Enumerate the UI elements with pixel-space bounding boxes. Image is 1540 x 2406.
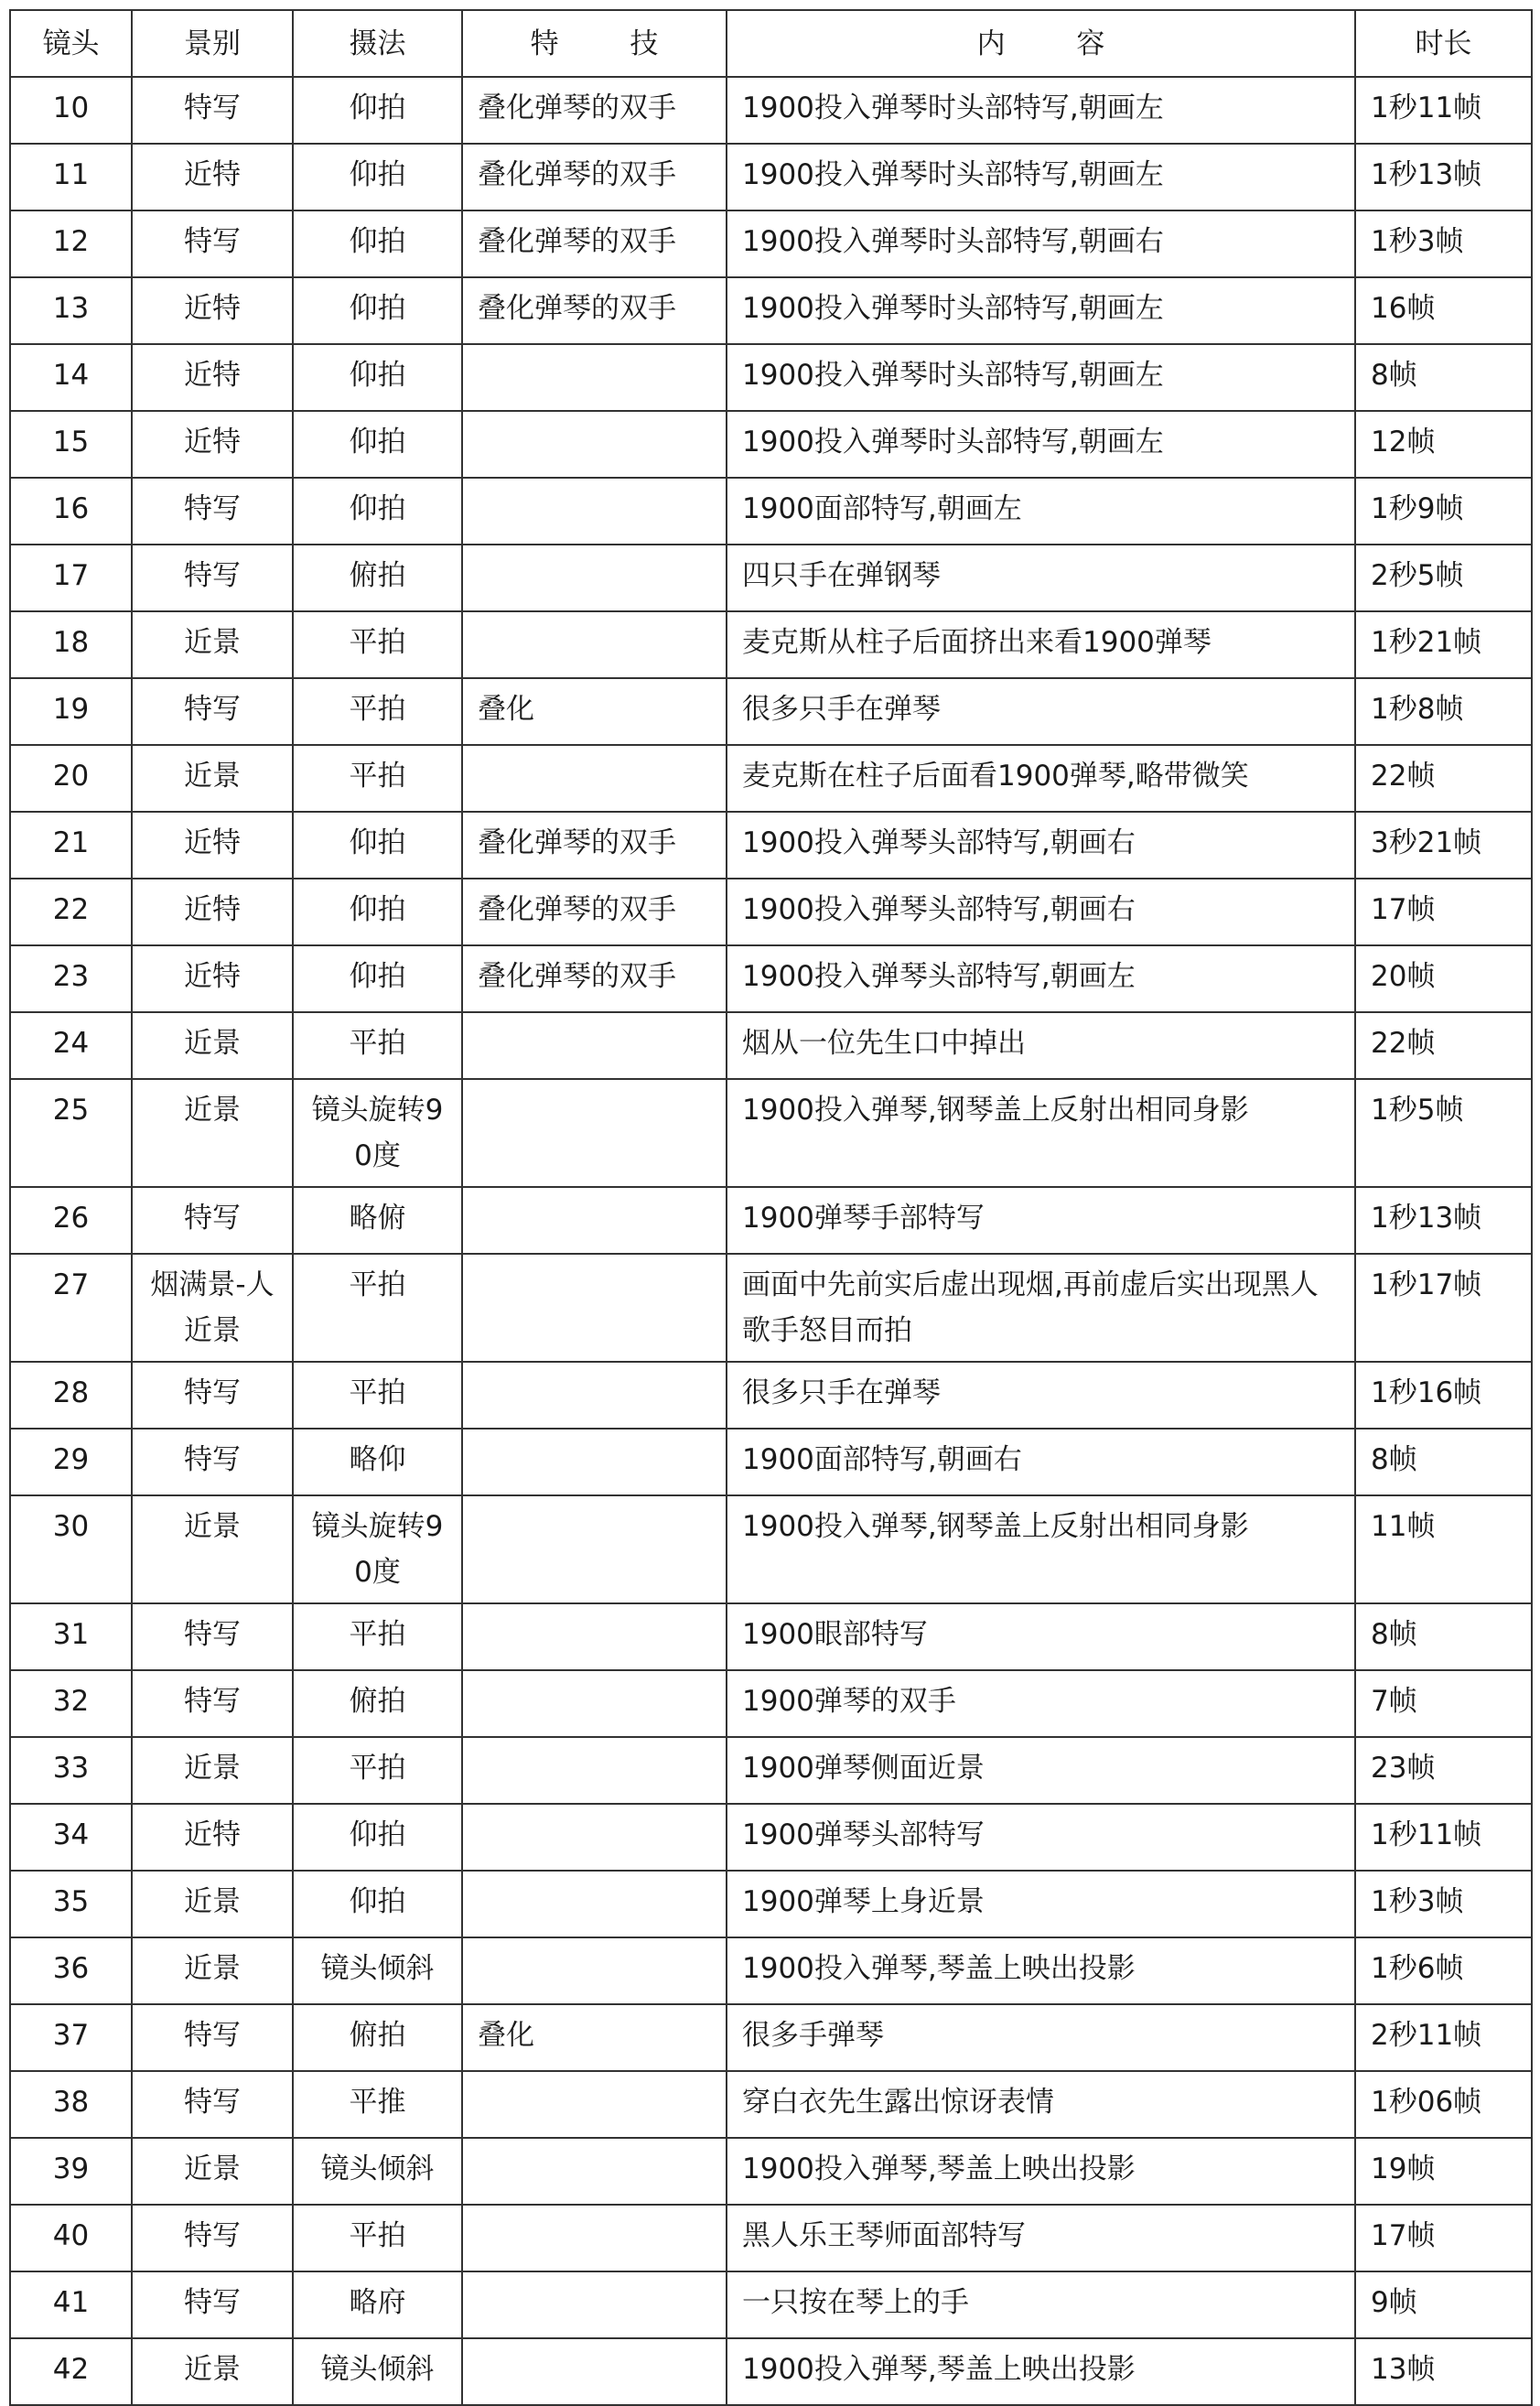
duration-cell: 7帧 — [1355, 1670, 1532, 1737]
content-cell: 很多手弹琴 — [727, 2004, 1355, 2071]
shot-number-cell: 25 — [10, 1079, 132, 1187]
header-content: 内 容 — [727, 10, 1355, 77]
duration-cell: 1秒5帧 — [1355, 1079, 1532, 1187]
camera-angle-cell: 平拍 — [293, 2205, 462, 2271]
duration-cell: 8帧 — [1355, 344, 1532, 411]
table-row — [10, 1254, 1532, 1362]
shot-number-cell: 28 — [10, 1362, 132, 1429]
shot-number-cell: 17 — [10, 545, 132, 611]
camera-angle-cell: 仰拍 — [293, 812, 462, 879]
camera-angle-cell: 平拍 — [293, 678, 462, 745]
camera-angle-cell: 俯拍 — [293, 545, 462, 611]
duration-cell: 23帧 — [1355, 1737, 1532, 1804]
camera-angle-cell: 略府 — [293, 2271, 462, 2338]
shot-scale-cell: 特写 — [132, 210, 293, 277]
effect-cell — [462, 1737, 727, 1804]
table-row — [10, 411, 1532, 478]
table-row — [10, 1187, 1532, 1254]
header-duration: 时长 — [1355, 10, 1532, 77]
camera-angle-cell: 仰拍 — [293, 1804, 462, 1871]
duration-cell: 9帧 — [1355, 2271, 1532, 2338]
table-row — [10, 1603, 1532, 1670]
shot-scale-cell: 特写 — [132, 1603, 293, 1670]
effect-cell — [462, 545, 727, 611]
table-body — [10, 77, 1532, 2405]
camera-angle-cell: 平拍 — [293, 745, 462, 812]
duration-cell: 1秒9帧 — [1355, 478, 1532, 545]
effect-cell: 叠化弹琴的双手 — [462, 144, 727, 210]
table-row — [10, 344, 1532, 411]
shot-number-cell: 27 — [10, 1254, 132, 1362]
duration-cell: 1秒21帧 — [1355, 611, 1532, 678]
shot-number-cell: 33 — [10, 1737, 132, 1804]
effect-cell — [462, 1079, 727, 1187]
camera-angle-cell: 略仰 — [293, 1429, 462, 1495]
effect-cell — [462, 1012, 727, 1079]
content-cell: 穿白衣先生露出惊讶表情 — [727, 2071, 1355, 2138]
content-cell: 1900投入弹琴头部特写,朝画左 — [727, 945, 1355, 1012]
duration-cell: 1秒3帧 — [1355, 210, 1532, 277]
shot-scale-cell: 特写 — [132, 1187, 293, 1254]
table-row — [10, 1429, 1532, 1495]
shot-scale-cell: 特写 — [132, 2205, 293, 2271]
effect-cell: 叠化弹琴的双手 — [462, 210, 727, 277]
shot-number-cell: 13 — [10, 277, 132, 344]
content-cell: 1900投入弹琴时头部特写,朝画左 — [727, 411, 1355, 478]
content-cell: 1900投入弹琴,琴盖上映出投影 — [727, 2138, 1355, 2205]
camera-angle-cell: 平拍 — [293, 1012, 462, 1079]
duration-cell: 2秒5帧 — [1355, 545, 1532, 611]
table-row — [10, 144, 1532, 210]
effect-cell — [462, 1603, 727, 1670]
shot-scale-cell: 近景 — [132, 1079, 293, 1187]
effect-cell — [462, 1670, 727, 1737]
camera-angle-cell: 仰拍 — [293, 344, 462, 411]
content-cell: 1900投入弹琴头部特写,朝画右 — [727, 879, 1355, 945]
content-cell: 1900投入弹琴时头部特写,朝画左 — [727, 77, 1355, 144]
shot-scale-cell: 烟满景-人近景 — [132, 1254, 293, 1362]
shot-number-cell: 12 — [10, 210, 132, 277]
duration-cell: 1秒17帧 — [1355, 1254, 1532, 1362]
content-cell: 很多只手在弹琴 — [727, 1362, 1355, 1429]
effect-cell: 叠化 — [462, 2004, 727, 2071]
camera-angle-cell: 仰拍 — [293, 879, 462, 945]
camera-angle-cell: 平拍 — [293, 611, 462, 678]
effect-cell — [462, 745, 727, 812]
camera-angle-cell: 镜头旋转90度 — [293, 1079, 462, 1187]
content-cell: 1900投入弹琴时头部特写,朝画左 — [727, 344, 1355, 411]
content-cell: 麦克斯从柱子后面挤出来看1900弹琴 — [727, 611, 1355, 678]
shot-scale-cell: 近景 — [132, 745, 293, 812]
content-cell: 一只按在琴上的手 — [727, 2271, 1355, 2338]
shot-scale-cell: 特写 — [132, 77, 293, 144]
camera-angle-cell: 平拍 — [293, 1362, 462, 1429]
content-cell: 麦克斯在柱子后面看1900弹琴,略带微笑 — [727, 745, 1355, 812]
content-cell: 烟从一位先生口中掉出 — [727, 1012, 1355, 1079]
header-shot: 镜头 — [10, 10, 132, 77]
shot-scale-cell: 近景 — [132, 1937, 293, 2004]
shot-scale-cell: 近景 — [132, 1737, 293, 1804]
effect-cell — [462, 1937, 727, 2004]
shot-number-cell: 18 — [10, 611, 132, 678]
effect-cell — [462, 2138, 727, 2205]
content-cell: 四只手在弹钢琴 — [727, 545, 1355, 611]
content-cell: 1900投入弹琴,琴盖上映出投影 — [727, 1937, 1355, 2004]
shot-scale-cell: 近景 — [132, 2138, 293, 2205]
content-cell: 1900投入弹琴时头部特写,朝画右 — [727, 210, 1355, 277]
shot-number-cell: 19 — [10, 678, 132, 745]
content-cell: 1900弹琴侧面近景 — [727, 1737, 1355, 1804]
camera-angle-cell: 镜头倾斜 — [293, 1937, 462, 2004]
effect-cell — [462, 611, 727, 678]
effect-cell: 叠化弹琴的双手 — [462, 945, 727, 1012]
shot-scale-cell: 特写 — [132, 2071, 293, 2138]
shot-scale-cell: 近特 — [132, 812, 293, 879]
duration-cell: 1秒13帧 — [1355, 1187, 1532, 1254]
shot-number-cell: 38 — [10, 2071, 132, 2138]
duration-cell: 1秒11帧 — [1355, 77, 1532, 144]
camera-angle-cell: 镜头倾斜 — [293, 2138, 462, 2205]
duration-cell: 22帧 — [1355, 1012, 1532, 1079]
effect-cell — [462, 1429, 727, 1495]
table-row — [10, 2205, 1532, 2271]
duration-cell: 1秒13帧 — [1355, 144, 1532, 210]
effect-cell — [462, 2271, 727, 2338]
camera-angle-cell: 仰拍 — [293, 478, 462, 545]
table-row — [10, 745, 1532, 812]
shot-number-cell: 16 — [10, 478, 132, 545]
shot-number-cell: 34 — [10, 1804, 132, 1871]
table-row — [10, 1670, 1532, 1737]
effect-cell — [462, 1187, 727, 1254]
effect-cell — [462, 1495, 727, 1603]
shot-scale-cell: 特写 — [132, 2004, 293, 2071]
effect-cell — [462, 1871, 727, 1937]
shot-number-cell: 10 — [10, 77, 132, 144]
table-row — [10, 1737, 1532, 1804]
shot-number-cell: 20 — [10, 745, 132, 812]
camera-angle-cell: 平推 — [293, 2071, 462, 2138]
duration-cell: 1秒16帧 — [1355, 1362, 1532, 1429]
camera-angle-cell: 平拍 — [293, 1603, 462, 1670]
shot-scale-cell: 特写 — [132, 678, 293, 745]
effect-cell — [462, 478, 727, 545]
content-cell: 画面中先前实后虚出现烟,再前虚后实出现黑人歌手怒目而拍 — [727, 1254, 1355, 1362]
shot-number-cell: 22 — [10, 879, 132, 945]
effect-cell — [462, 1804, 727, 1871]
camera-angle-cell: 平拍 — [293, 1737, 462, 1804]
shot-number-cell: 32 — [10, 1670, 132, 1737]
content-cell: 黑人乐王琴师面部特写 — [727, 2205, 1355, 2271]
duration-cell: 17帧 — [1355, 2205, 1532, 2271]
camera-angle-cell: 平拍 — [293, 1254, 462, 1362]
effect-cell — [462, 1362, 727, 1429]
header-camera: 摄法 — [293, 10, 462, 77]
table-row — [10, 879, 1532, 945]
content-cell: 1900面部特写,朝画右 — [727, 1429, 1355, 1495]
duration-cell: 20帧 — [1355, 945, 1532, 1012]
shot-scale-cell: 近景 — [132, 1495, 293, 1603]
shot-scale-cell: 近特 — [132, 411, 293, 478]
camera-angle-cell: 仰拍 — [293, 77, 462, 144]
camera-angle-cell: 仰拍 — [293, 1871, 462, 1937]
content-cell: 1900投入弹琴,钢琴盖上反射出相同身影 — [727, 1495, 1355, 1603]
content-cell: 1900弹琴手部特写 — [727, 1187, 1355, 1254]
camera-angle-cell: 俯拍 — [293, 2004, 462, 2071]
table-row — [10, 1079, 1532, 1187]
duration-cell: 16帧 — [1355, 277, 1532, 344]
effect-cell — [462, 411, 727, 478]
header-row — [10, 10, 1532, 77]
shot-number-cell: 21 — [10, 812, 132, 879]
shot-number-cell: 23 — [10, 945, 132, 1012]
shot-scale-cell: 特写 — [132, 1362, 293, 1429]
table-row — [10, 77, 1532, 144]
shot-number-cell: 37 — [10, 2004, 132, 2071]
camera-angle-cell: 仰拍 — [293, 945, 462, 1012]
duration-cell: 1秒6帧 — [1355, 1937, 1532, 2004]
duration-cell: 13帧 — [1355, 2338, 1532, 2405]
effect-cell — [462, 2071, 727, 2138]
duration-cell: 17帧 — [1355, 879, 1532, 945]
duration-cell: 1秒06帧 — [1355, 2071, 1532, 2138]
effect-cell — [462, 1254, 727, 1362]
table-row — [10, 1871, 1532, 1937]
table-row — [10, 2271, 1532, 2338]
shot-scale-cell: 近特 — [132, 1804, 293, 1871]
camera-angle-cell: 仰拍 — [293, 411, 462, 478]
table-row — [10, 678, 1532, 745]
table-row — [10, 2138, 1532, 2205]
shot-scale-cell: 近景 — [132, 611, 293, 678]
shot-number-cell: 29 — [10, 1429, 132, 1495]
shot-scale-cell: 近景 — [132, 2338, 293, 2405]
duration-cell: 12帧 — [1355, 411, 1532, 478]
table-row — [10, 210, 1532, 277]
shot-number-cell: 15 — [10, 411, 132, 478]
shot-scale-cell: 特写 — [132, 1429, 293, 1495]
shot-scale-cell: 近特 — [132, 344, 293, 411]
effect-cell — [462, 2205, 727, 2271]
duration-cell: 19帧 — [1355, 2138, 1532, 2205]
table-row — [10, 611, 1532, 678]
shot-number-cell: 11 — [10, 144, 132, 210]
effect-cell: 叠化 — [462, 678, 727, 745]
effect-cell: 叠化弹琴的双手 — [462, 77, 727, 144]
content-cell: 1900投入弹琴,琴盖上映出投影 — [727, 2338, 1355, 2405]
shot-scale-cell: 特写 — [132, 2271, 293, 2338]
table-row — [10, 2004, 1532, 2071]
table-row — [10, 2071, 1532, 2138]
header-effect: 特 技 — [462, 10, 727, 77]
shot-scale-cell: 近特 — [132, 277, 293, 344]
table-row — [10, 812, 1532, 879]
shot-list-table — [9, 9, 1533, 2406]
content-cell: 1900投入弹琴,钢琴盖上反射出相同身影 — [727, 1079, 1355, 1187]
content-cell: 1900弹琴上身近景 — [727, 1871, 1355, 1937]
camera-angle-cell: 镜头倾斜 — [293, 2338, 462, 2405]
shot-number-cell: 40 — [10, 2205, 132, 2271]
table-row — [10, 1012, 1532, 1079]
shot-scale-cell: 特写 — [132, 478, 293, 545]
content-cell: 1900投入弹琴时头部特写,朝画左 — [727, 277, 1355, 344]
content-cell: 1900面部特写,朝画左 — [727, 478, 1355, 545]
shot-number-cell: 14 — [10, 344, 132, 411]
shot-number-cell: 42 — [10, 2338, 132, 2405]
effect-cell — [462, 344, 727, 411]
content-cell: 1900眼部特写 — [727, 1603, 1355, 1670]
shot-scale-cell: 近特 — [132, 879, 293, 945]
duration-cell: 8帧 — [1355, 1429, 1532, 1495]
duration-cell: 1秒11帧 — [1355, 1804, 1532, 1871]
effect-cell: 叠化弹琴的双手 — [462, 277, 727, 344]
content-cell: 很多只手在弹琴 — [727, 678, 1355, 745]
table-row — [10, 478, 1532, 545]
shot-number-cell: 35 — [10, 1871, 132, 1937]
camera-angle-cell: 略俯 — [293, 1187, 462, 1254]
table-row — [10, 1937, 1532, 2004]
shot-number-cell: 41 — [10, 2271, 132, 2338]
camera-angle-cell: 俯拍 — [293, 1670, 462, 1737]
shot-number-cell: 26 — [10, 1187, 132, 1254]
shot-number-cell: 30 — [10, 1495, 132, 1603]
shot-scale-cell: 近景 — [132, 1012, 293, 1079]
content-cell: 1900投入弹琴头部特写,朝画右 — [727, 812, 1355, 879]
content-cell: 1900弹琴头部特写 — [727, 1804, 1355, 1871]
shot-scale-cell: 特写 — [132, 1670, 293, 1737]
camera-angle-cell: 镜头旋转90度 — [293, 1495, 462, 1603]
shot-number-cell: 24 — [10, 1012, 132, 1079]
table-row — [10, 2338, 1532, 2405]
shot-scale-cell: 近特 — [132, 144, 293, 210]
effect-cell — [462, 2338, 727, 2405]
shot-scale-cell: 近特 — [132, 945, 293, 1012]
camera-angle-cell: 仰拍 — [293, 144, 462, 210]
table-row — [10, 1495, 1532, 1603]
content-cell: 1900投入弹琴时头部特写,朝画左 — [727, 144, 1355, 210]
duration-cell: 22帧 — [1355, 745, 1532, 812]
shot-number-cell: 31 — [10, 1603, 132, 1670]
table-row — [10, 277, 1532, 344]
duration-cell: 8帧 — [1355, 1603, 1532, 1670]
effect-cell: 叠化弹琴的双手 — [462, 812, 727, 879]
shot-number-cell: 39 — [10, 2138, 132, 2205]
camera-angle-cell: 仰拍 — [293, 277, 462, 344]
table-row — [10, 945, 1532, 1012]
camera-angle-cell: 仰拍 — [293, 210, 462, 277]
duration-cell: 1秒8帧 — [1355, 678, 1532, 745]
table-row — [10, 1362, 1532, 1429]
shot-number-cell: 36 — [10, 1937, 132, 2004]
content-cell: 1900弹琴的双手 — [727, 1670, 1355, 1737]
shot-scale-cell: 特写 — [132, 545, 293, 611]
duration-cell: 3秒21帧 — [1355, 812, 1532, 879]
shot-list-sheet — [9, 9, 1531, 2386]
table-row — [10, 545, 1532, 611]
duration-cell: 11帧 — [1355, 1495, 1532, 1603]
duration-cell: 1秒3帧 — [1355, 1871, 1532, 1937]
table-row — [10, 1804, 1532, 1871]
duration-cell: 2秒11帧 — [1355, 2004, 1532, 2071]
header-scale: 景别 — [132, 10, 293, 77]
shot-scale-cell: 近景 — [132, 1871, 293, 1937]
effect-cell: 叠化弹琴的双手 — [462, 879, 727, 945]
